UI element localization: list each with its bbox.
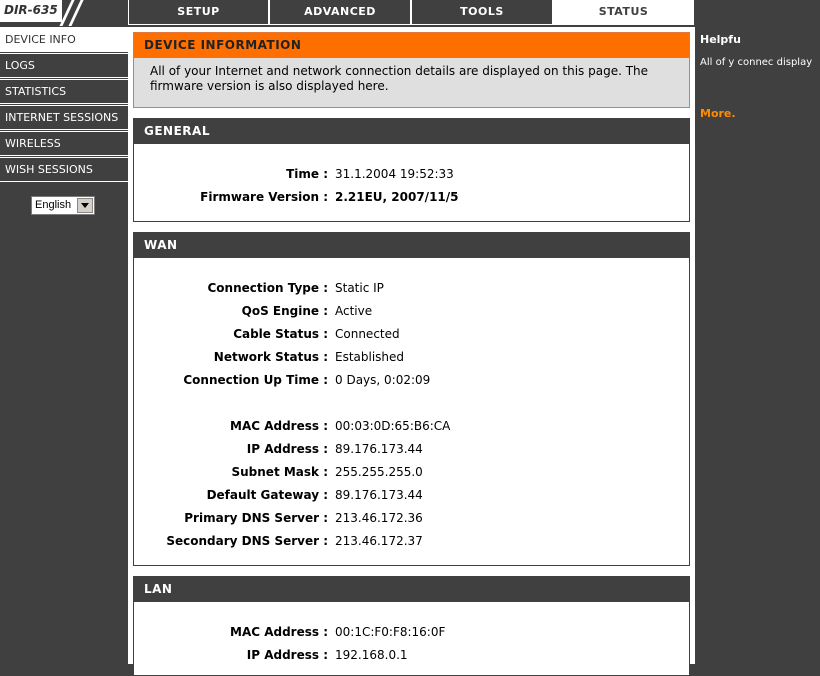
wan-row — [134, 487, 691, 503]
cable-status-value: Connected — [335, 327, 400, 341]
general-row-time — [134, 166, 691, 182]
device-info-description: All of your Internet and network connection details are displayed on this page. The firmware version is also displayed here. — [150, 64, 649, 93]
wan-ip-address-value: 89.176.173.44 — [335, 442, 423, 456]
general-row-firmware — [134, 189, 691, 205]
sidebar-item-statistics[interactable]: STATISTICS — [0, 79, 128, 104]
lan-mac-address-label: MAC Address : — [230, 625, 328, 639]
wan-mac-address-label: MAC Address : — [230, 419, 328, 433]
device-info-title: DEVICE INFORMATION — [134, 33, 689, 58]
primary-dns-value: 213.46.172.36 — [335, 511, 423, 525]
lan-panel — [133, 576, 690, 676]
model-name: DIR-635 — [4, 3, 58, 17]
wan-row — [134, 280, 691, 296]
lan-row — [134, 647, 691, 663]
helpful-hints-title: Helpfu — [700, 33, 741, 46]
cable-status-label: Cable Status : — [233, 327, 328, 341]
sidebar-item-logs[interactable]: LOGS — [0, 53, 128, 78]
device-info-panel — [133, 32, 690, 108]
wan-row — [134, 372, 691, 388]
subnet-mask-label: Subnet Mask : — [231, 465, 328, 479]
firmware-value: 2.21EU, 2007/11/5 — [335, 190, 459, 204]
time-label: Time : — [286, 167, 328, 181]
logo-badge — [0, 0, 62, 22]
wan-panel — [133, 232, 690, 566]
qos-engine-label: QoS Engine : — [241, 304, 328, 318]
wan-mac-address-value: 00:03:0D:65:B6:CA — [335, 419, 451, 433]
tab-tools[interactable]: TOOLS — [411, 0, 553, 25]
wan-row — [134, 510, 691, 526]
language-dropdown-button[interactable] — [77, 198, 93, 213]
main-content — [128, 27, 695, 664]
connection-type-label: Connection Type : — [207, 281, 328, 295]
firmware-label: Firmware Version : — [200, 190, 328, 204]
qos-engine-value: Active — [335, 304, 373, 318]
wan-row — [134, 441, 691, 457]
helpful-hints-text: All of y connec display — [700, 57, 813, 68]
default-gateway-label: Default Gateway : — [206, 488, 328, 502]
wan-row — [134, 533, 691, 549]
general-panel — [133, 118, 690, 222]
wan-row — [134, 349, 691, 365]
helpful-hints-panel — [695, 27, 813, 664]
language-select[interactable] — [31, 196, 95, 215]
tab-advanced[interactable]: ADVANCED — [269, 0, 411, 25]
general-title: GENERAL — [134, 119, 689, 144]
tab-setup[interactable]: SETUP — [128, 0, 269, 25]
sidebar-item-device-info[interactable]: DEVICE INFO — [0, 27, 128, 52]
lan-ip-address-value: 192.168.0.1 — [335, 648, 408, 662]
sidebar — [0, 27, 128, 664]
secondary-dns-value: 213.46.172.37 — [335, 534, 423, 548]
sidebar-item-wireless[interactable]: WIRELESS — [0, 131, 128, 156]
lan-row — [134, 624, 691, 640]
lan-title: LAN — [134, 577, 689, 602]
wan-ip-address-label: IP Address : — [246, 442, 328, 456]
wan-row — [134, 464, 691, 480]
time-value: 31.1.2004 19:52:33 — [335, 167, 454, 181]
network-status-value: Established — [335, 350, 405, 364]
more-link[interactable]: More. — [700, 107, 736, 120]
lan-ip-address-label: IP Address : — [246, 648, 328, 662]
connection-up-time-value: 0 Days, 0:02:09 — [335, 373, 431, 387]
lan-mac-address-value: 00:1C:F0:F8:16:0F — [335, 625, 446, 639]
network-status-label: Network Status : — [213, 350, 328, 364]
sidebar-item-wish-sessions[interactable]: WISH SESSIONS — [0, 157, 128, 182]
language-selected-value: English — [35, 199, 72, 211]
connection-type-value: Static IP — [335, 281, 384, 295]
brand-logo — [0, 0, 128, 26]
wan-row — [134, 303, 691, 319]
wan-row — [134, 418, 691, 434]
connection-up-time-label: Connection Up Time : — [183, 373, 328, 387]
sidebar-item-internet-sessions[interactable]: INTERNET SESSIONS — [0, 105, 128, 130]
subnet-mask-value: 255.255.255.0 — [335, 465, 423, 479]
wan-row — [134, 326, 691, 342]
primary-dns-label: Primary DNS Server : — [184, 511, 328, 525]
default-gateway-value: 89.176.173.44 — [335, 488, 423, 502]
chevron-down-icon — [81, 203, 89, 208]
secondary-dns-label: Secondary DNS Server : — [166, 534, 328, 548]
tab-status[interactable]: STATUS — [553, 0, 694, 25]
wan-title: WAN — [134, 233, 689, 258]
